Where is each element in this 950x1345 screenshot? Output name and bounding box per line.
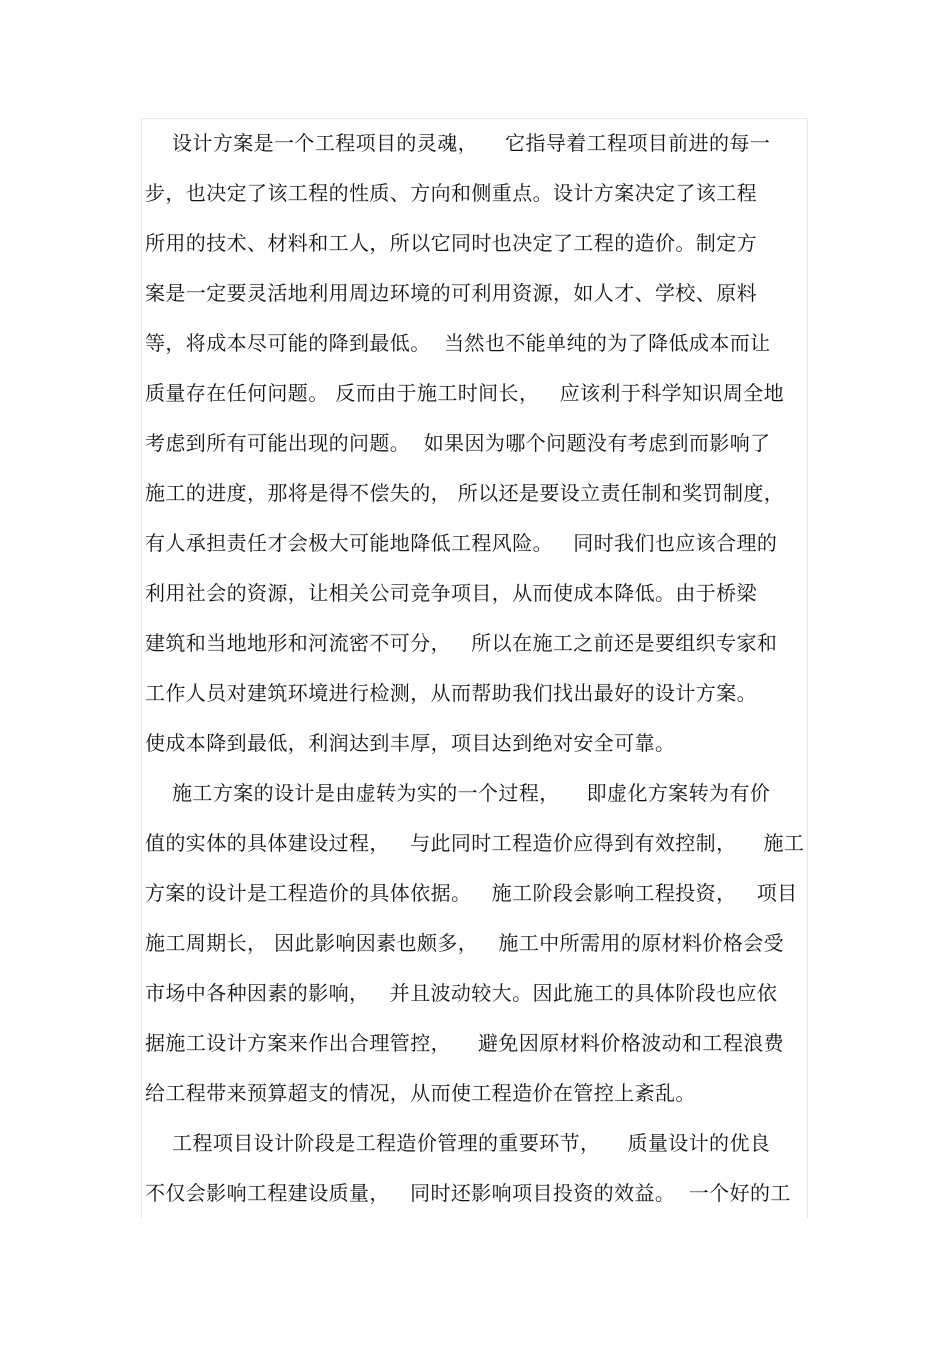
text-line: 考虑到所有可能出现的问题。 如果因为哪个问题没有考虑到而影响了 [145, 431, 771, 455]
text-line: 所用的技术、材料和工人，所以它同时也决定了工程的造价。制定方 [145, 231, 757, 255]
text-line: 工程项目设计阶段是工程造价管理的重要环节， 质量设计的优良 [145, 1131, 771, 1155]
text-line: 方案的设计是工程造价的具体依据。 施工阶段会影响工程投资， 项目 [145, 881, 798, 905]
text-line: 施工方案的设计是由虚转为实的一个过程， 即虚化方案转为有价 [145, 781, 771, 805]
text-line: 案是一定要灵活地利用周边环境的可利用资源，如人才、学校、原料 [145, 281, 757, 305]
text-line: 值的实体的具体建设过程， 与此同时工程造价应得到有效控制， 施工 [145, 831, 805, 855]
text-line: 使成本降到最低，利润达到丰厚，项目达到绝对安全可靠。 [145, 731, 676, 755]
text-line: 建筑和当地地形和河流密不可分， 所以在施工之前还是要组织专家和 [145, 631, 778, 655]
text-line: 步，也决定了该工程的性质、方向和侧重点。设计方案决定了该工程 [145, 181, 757, 205]
text-line: 质量存在任何问题。 反而由于施工时间长， 应该利于科学知识周全地 [145, 381, 785, 405]
text-line: 给工程带来预算超支的情况，从而使工程造价在管控上紊乱。 [145, 1081, 696, 1105]
text-line: 市场中各种因素的影响， 并且波动较大。因此施工的具体阶段也应依 [145, 981, 778, 1005]
text-line: 施工周期长， 因此影响因素也颇多， 施工中所需用的原材料价格会受 [145, 931, 785, 955]
text-line: 不仅会影响工程建设质量， 同时还影响项目投资的效益。 一个好的工 [145, 1181, 791, 1205]
text-line: 等，将成本尽可能的降到最低。 当然也不能单纯的为了降低成本而让 [145, 331, 771, 355]
text-line: 施工的进度，那将是得不偿失的， 所以还是要设立责任制和奖罚制度， [145, 481, 785, 505]
text-line: 有人承担责任才会极大可能地降低工程风险。 同时我们也应该合理的 [145, 531, 778, 555]
text-line: 据施工设计方案来作出合理管控， 避免因原材料价格波动和工程浪费 [145, 1031, 785, 1055]
text-line: 利用社会的资源，让相关公司竞争项目，从而使成本降低。由于桥梁 [145, 581, 757, 605]
text-line: 工作人员对建筑环境进行检测，从而帮助我们找出最好的设计方案。 [145, 681, 757, 705]
text-line: 设计方案是一个工程项目的灵魂， 它指导着工程项目前进的每一 [145, 131, 771, 155]
